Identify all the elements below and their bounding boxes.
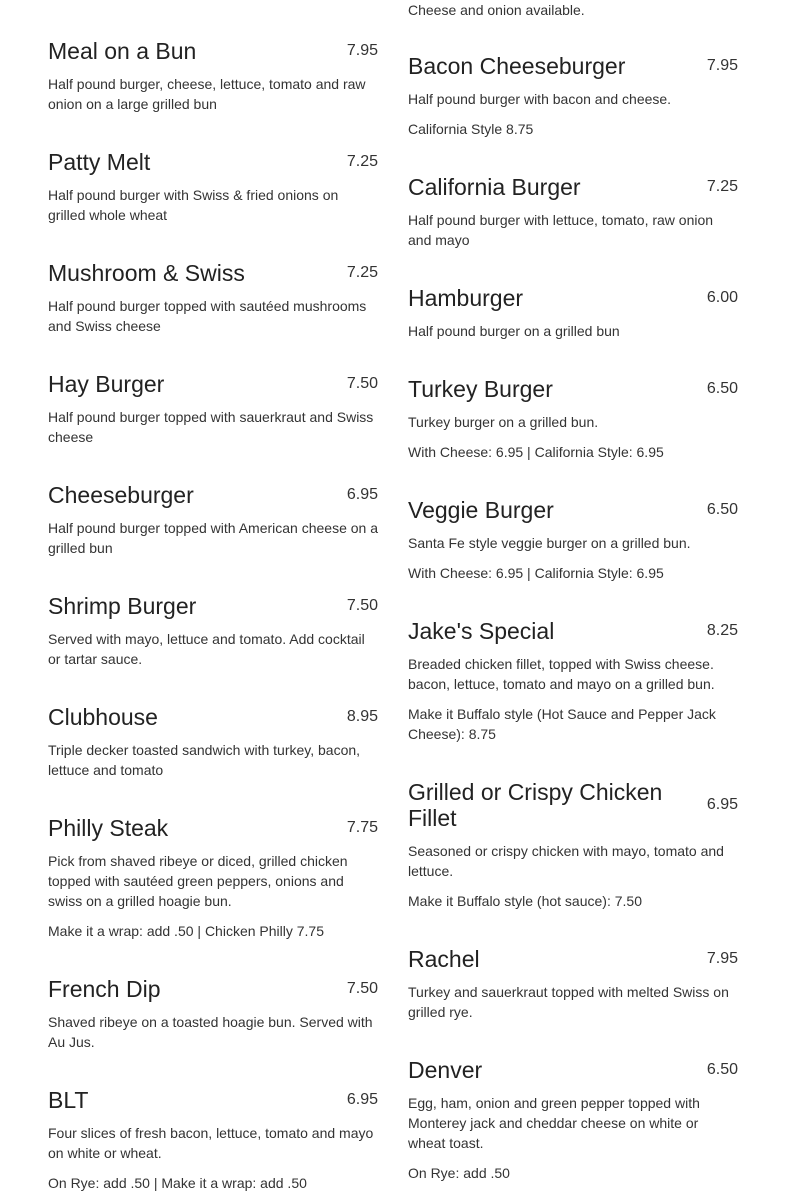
menu-item xyxy=(48,815,378,941)
menu-item-name: Bacon Cheeseburger xyxy=(408,53,626,79)
menu-item-name: California Burger xyxy=(408,174,581,200)
menu-item xyxy=(48,593,378,669)
menu-item-price: 7.25 xyxy=(346,264,378,281)
menu-item xyxy=(408,285,738,341)
menu-item xyxy=(408,779,738,911)
menu-item-description: Served with mayo, lettuce and tomato. Add cocktail or tartar sauce. xyxy=(48,631,365,667)
menu-item-name: Clubhouse xyxy=(48,704,158,730)
menu-item-name: Jake's Special xyxy=(408,618,555,644)
menu-item-option: Make it Buffalo style (hot sauce): 7.50 xyxy=(408,893,642,909)
menu-item xyxy=(408,53,738,139)
menu-item xyxy=(408,1057,738,1183)
menu-item-name: Patty Melt xyxy=(48,149,151,175)
menu-item-price: 7.95 xyxy=(706,950,738,967)
menu-item-header xyxy=(48,260,378,286)
menu-item-price: 8.95 xyxy=(346,708,378,725)
menu-item-price: 7.95 xyxy=(706,57,738,74)
menu-item xyxy=(48,1087,378,1193)
menu-item-description: Triple decker toasted sandwich with turkey, bacon, lettuce and tomato xyxy=(48,742,361,778)
menu-item-name: BLT xyxy=(48,1087,89,1113)
menu-item-name: Denver xyxy=(408,1057,483,1083)
menu-item xyxy=(408,174,738,250)
menu-item-description: Half pound burger topped with American cheese on a grilled bun xyxy=(48,520,378,556)
menu-item-price: 7.25 xyxy=(706,178,738,195)
menu-item-price: 6.50 xyxy=(706,380,738,397)
menu-item-name: French Dip xyxy=(48,976,161,1002)
menu-item-header xyxy=(48,38,378,64)
menu-item-name: Turkey Burger xyxy=(408,376,553,402)
menu-item-description: Half pound burger topped with sautéed mushrooms and Swiss cheese xyxy=(48,298,367,334)
menu-item xyxy=(48,38,378,114)
menu-item-option: With Cheese: 6.95 | California Style: 6.95 xyxy=(408,444,664,460)
menu-item-header xyxy=(408,53,738,79)
menu-item-price: 6.95 xyxy=(346,486,378,503)
menu-item-option: Make it a wrap: add .50 | Chicken Philly 7.75 xyxy=(48,923,325,939)
menu-item-name: Rachel xyxy=(408,946,480,972)
menu-item xyxy=(48,704,378,780)
menu-item-description: Half pound burger topped with sauerkraut and Swiss cheese xyxy=(48,409,374,445)
menu-item-name: Hamburger xyxy=(408,285,524,311)
menu-item-header xyxy=(48,704,378,730)
menu-item-price: 6.50 xyxy=(706,501,738,518)
menu-item-option: On Rye: add .50 | Make it a wrap: add .50 xyxy=(48,1175,307,1191)
menu-item-price: 8.25 xyxy=(706,622,738,639)
menu-item-description: Half pound burger with bacon and cheese. xyxy=(408,91,672,107)
menu-item xyxy=(48,371,378,447)
menu-item-description: Half pound burger, cheese, lettuce, tomato and raw onion on a large grilled bun xyxy=(48,76,366,112)
menu-item-description: Seasoned or crispy chicken with mayo, tomato and lettuce. xyxy=(408,843,724,879)
menu-item-price: 6.50 xyxy=(706,1061,738,1078)
menu-item-header xyxy=(408,285,738,311)
menu-item xyxy=(48,149,378,225)
menu-item-price: 6.00 xyxy=(706,289,738,306)
menu-item xyxy=(48,482,378,558)
menu-item-header xyxy=(408,376,738,402)
menu-item-name: Cheeseburger xyxy=(48,482,194,508)
menu-item-name: Meal on a Bun xyxy=(48,38,197,64)
menu-item-description: Egg, ham, onion and green pepper topped with Monterey jack and cheddar cheese on white or wheat toast. xyxy=(408,1095,700,1151)
menu-item-header xyxy=(408,779,738,831)
menu-item-price: 7.50 xyxy=(346,980,378,997)
menu-item-description: Pick from shaved ribeye or diced, grilled chicken topped with sautéed green peppers, onions and swiss on a grilled hoagie bun. xyxy=(48,853,348,909)
menu-item-header xyxy=(408,1057,738,1083)
clipped-description: Cheese and onion available. xyxy=(408,2,585,18)
menu-item-option: California Style 8.75 xyxy=(408,121,534,137)
menu-item-description: Turkey and sauerkraut topped with melted Swiss on grilled rye. xyxy=(408,984,729,1020)
menu-item-name: Grilled or Crispy Chicken Fillet xyxy=(408,779,663,831)
menu-item xyxy=(408,376,738,462)
menu-item-price: 7.75 xyxy=(346,819,378,836)
menu-item-name: Shrimp Burger xyxy=(48,593,197,619)
menu-item-header xyxy=(48,371,378,397)
menu-item-header xyxy=(48,1087,378,1113)
menu-item-option: On Rye: add .50 xyxy=(408,1165,510,1181)
menu-item-option: With Cheese: 6.95 | California Style: 6.95 xyxy=(408,565,664,581)
menu-item-header xyxy=(408,618,738,644)
menu-item-name: Mushroom & Swiss xyxy=(48,260,245,286)
menu-item-name: Philly Steak xyxy=(48,815,169,841)
menu-item-name: Veggie Burger xyxy=(408,497,554,523)
menu-item-header xyxy=(48,976,378,1002)
menu-item-price: 6.95 xyxy=(706,796,738,813)
menu-item-header xyxy=(408,497,738,523)
menu-item-description: Four slices of fresh bacon, lettuce, tomato and mayo on white or wheat. xyxy=(48,1125,374,1161)
menu-item-price: 7.50 xyxy=(346,597,378,614)
menu-item-description: Half pound burger with lettuce, tomato, raw onion and mayo xyxy=(408,212,714,248)
menu-item-name: Hay Burger xyxy=(48,371,165,397)
menu-item-header xyxy=(408,946,738,972)
menu-item-description: Shaved ribeye on a toasted hoagie bun. Served with Au Jus. xyxy=(48,1014,373,1050)
menu-item-description: Half pound burger with Swiss & fried onions on grilled whole wheat xyxy=(48,187,339,223)
menu-item-option: Make it Buffalo style (Hot Sauce and Pepper Jack Cheese): 8.75 xyxy=(408,706,716,742)
menu-item-header xyxy=(48,149,378,175)
menu-item-description: Turkey burger on a grilled bun. xyxy=(408,414,599,430)
menu-item xyxy=(48,260,378,336)
menu-item xyxy=(48,976,378,1052)
menu-item-header xyxy=(408,174,738,200)
menu-item-price: 7.25 xyxy=(346,153,378,170)
menu-item-description: Half pound burger on a grilled bun xyxy=(408,323,620,339)
menu-item-header xyxy=(48,815,378,841)
menu-item xyxy=(408,618,738,744)
menu-item xyxy=(408,946,738,1022)
menu-item-header xyxy=(48,482,378,508)
menu-item-description: Breaded chicken fillet, topped with Swiss cheese. bacon, lettuce, tomato and mayo on a grilled bun. xyxy=(408,656,715,692)
menu-item-description: Santa Fe style veggie burger on a grilled bun. xyxy=(408,535,691,551)
menu-item-price: 6.95 xyxy=(346,1091,378,1108)
menu-item-header xyxy=(48,593,378,619)
menu-item-price: 7.50 xyxy=(346,375,378,392)
menu-item xyxy=(408,497,738,583)
menu-item-price: 7.95 xyxy=(346,42,378,59)
